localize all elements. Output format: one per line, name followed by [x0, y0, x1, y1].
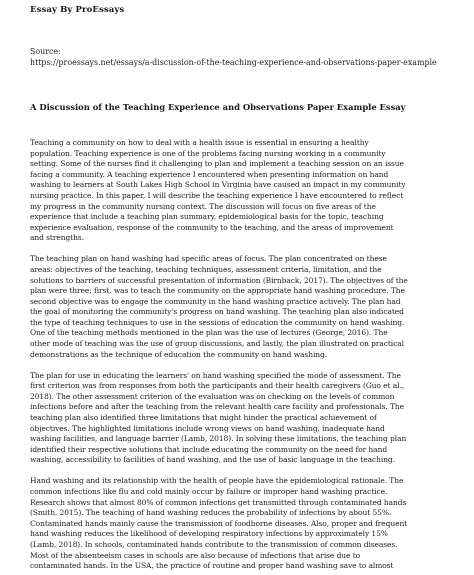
paragraph-line: experience that include a teaching plan summary, epidemiological basis for the topic, teaching — [30, 212, 384, 222]
paragraph-line: Contaminated hands mainly cause the transmission of foodborne diseases. Also, proper and frequent — [30, 518, 408, 528]
paragraph-line: facing a community. A teaching experience I encountered when presenting information on hand — [30, 169, 389, 179]
paragraph-line: other mode of teaching was the use of group discussions, and lastly, the plan illustrated on practical — [30, 339, 404, 349]
paragraph-line: and strengths. — [30, 233, 84, 243]
paragraph-line: teaching plan also identified three limitations that might hinder the practical achievement of — [30, 413, 377, 423]
source-label: Source: — [30, 47, 61, 56]
paragraph-line: the goal of monitoring the community's progress on hand washing. The teaching plan also indicated — [30, 307, 404, 317]
paragraph-line: contaminated hands. In the USA, the practice of routine and proper hand washing save to almost — [30, 561, 394, 571]
paragraph-line: areas: objectives of the teaching, teaching techniques, assessment criteria, limitation, and the — [30, 264, 382, 274]
paragraph-line: experience evaluation, response of the community to the teaching, and the areas of improvement — [30, 222, 394, 232]
paragraph-line: washing facilities, and language barrier (Lamb, 2018). In solving these limitations, the teaching plan — [30, 434, 407, 444]
paragraph-line: plan were three; first, was to teach the community on the appropriate hand washing procedure. The — [30, 286, 405, 296]
paragraph-line: common infections like flu and cold mainly occur by failure or improper hand washing practice. — [30, 486, 388, 496]
paragraph-line: population. Teaching experience is one of the problems facing nursing working in a community — [30, 148, 386, 158]
paragraph-line: my progress in the community nursing context. The discussion will focus on five areas of the — [30, 201, 376, 211]
paragraph-line: The plan for use in educating the learners' on hand washing specified the mode of assessment. The — [30, 370, 401, 380]
paragraph-line: washing to learners at South Lakes High School in Virginia have caused an impact in my community — [30, 180, 406, 190]
essay-body — [30, 138, 458, 575]
paragraph-line: identified their respective solutions that include educating the community on the need for hand — [30, 444, 388, 454]
paragraph-line: hand washing reduces the likelihood of developing respiratory infections by approximately 15% — [30, 529, 388, 539]
paragraph-line: Most of the absenteeism cases in schools are also because of infections that arise due to — [30, 550, 361, 560]
essay-paragraph — [30, 371, 458, 466]
paragraph-line: demonstrations as the technique of education the community on hand washing. — [30, 349, 328, 359]
paragraph-line: first criterion was from responses from both the participants and their health caregivers (Guo et al., — [30, 381, 405, 391]
paragraph-line: nursing practice. In this paper, I will describe the teaching experience I have encountered to reflect — [30, 190, 404, 200]
essay-title: A Discussion of the Teaching Experience and Observations Paper Example Essay — [30, 102, 406, 112]
paragraph-line: objectives. The highlighted limitations include wrong views on hand washing, inadequate hand — [30, 423, 385, 433]
paragraph-line: setting. Some of the nurses find it challenging to plan and implement a teaching session on an issue — [30, 159, 404, 169]
paragraph-line: (Smith, 2015). The teaching of hand washing reduces the probability of infections by about 55%. — [30, 508, 392, 518]
paragraph-line: washing, accessibility to facilities of hand washing, and the use of basic language in the teaching. — [30, 455, 395, 465]
paragraph-line: solutions to barriers of successful presentation of information (Birnback, 2017). The objectives of the — [30, 275, 408, 285]
paragraph-line: second objective was to engage the community in the hand washing practice actively. The plan had — [30, 296, 401, 306]
paragraph-line: infections before and after the teaching from the relevant health care facility and professionals. The — [30, 402, 404, 412]
paragraph-line: Hand washing and its relationship with the health of people have the epidemiological rationale. The — [30, 476, 404, 486]
essay-paragraph — [30, 138, 458, 244]
essay-paragraph — [30, 254, 458, 360]
source-block — [30, 46, 437, 68]
essay-paragraph — [30, 476, 458, 571]
paragraph-line: One of the teaching methods mentioned in the plan was the use of lectures (George, 2016). The — [30, 328, 388, 338]
paragraph-line: (Lamb, 2018). In schools, contaminated hands contribute to the transmission of common diseases. — [30, 539, 398, 549]
source-link[interactable]: https://proessays.net/essays/a-discussion-of-the-teaching-experience-and-observations-paper-example — [30, 58, 437, 67]
paragraph-line: Teaching a community on how to deal with a health issue is essential in ensuring a healthy — [30, 138, 369, 147]
paragraph-line: Research shows that almost 80% of common infections get transmitted through contaminated hands — [30, 497, 407, 507]
paragraph-line: The teaching plan on hand washing had specific areas of focus. The plan concentrated on these — [30, 254, 387, 264]
paragraph-line: 2018). The other assessment criterion of the evaluation was on checking on the levels of common — [30, 391, 395, 401]
brand-title: Essay By ProEssays — [30, 5, 125, 15]
paragraph-line: the type of teaching techniques to use in the sessions of education the community on hand washing. — [30, 317, 405, 327]
